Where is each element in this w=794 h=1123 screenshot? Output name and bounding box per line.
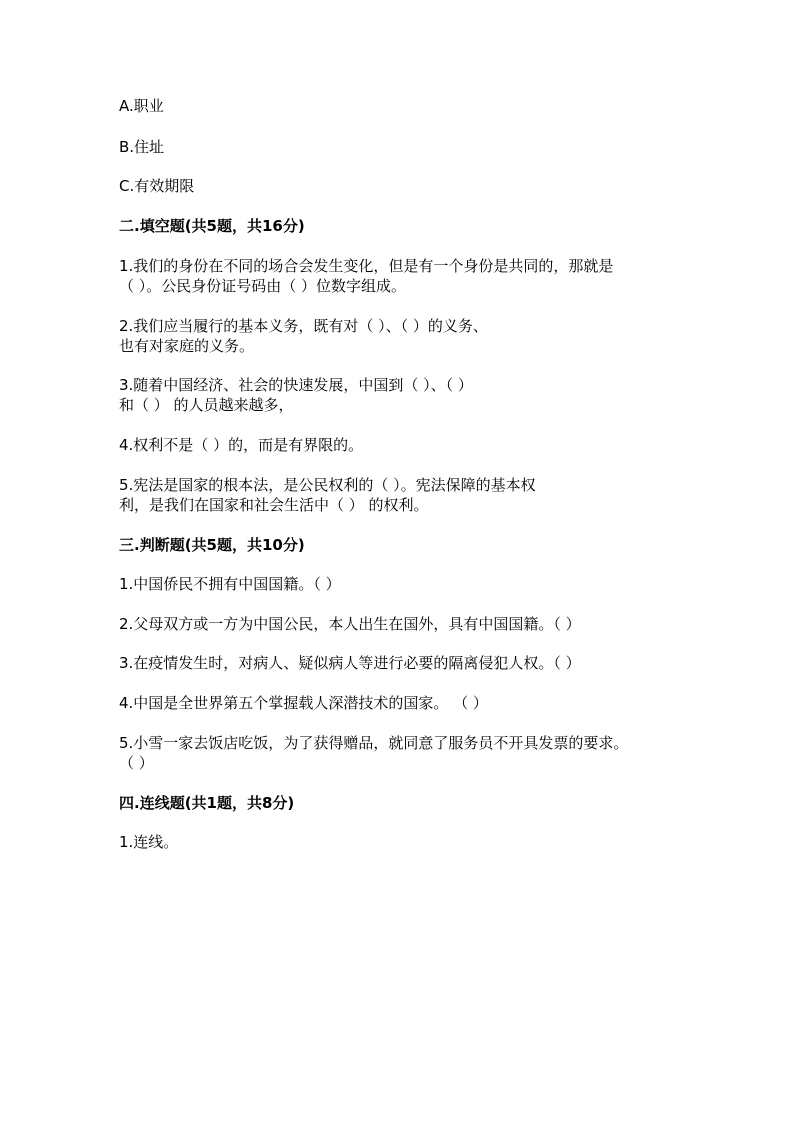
fill-section-heading: 二.填空题(共5题，共16分)	[119, 217, 305, 235]
fill-question-5-line-1: 5.宪法是国家的根本法，是公民权利的（ ）。宪法保障的基本权	[119, 476, 536, 494]
judge-question-1: 1.中国侨民不拥有中国国籍。（ ）	[119, 575, 341, 593]
fill-question-4: 4.权利不是（ ）的，而是有界限的。	[119, 436, 364, 454]
judge-question-5-line-2: （ ）	[119, 754, 154, 772]
fill-question-5-line-2: 利，是我们在国家和社会生活中（ ） 的权利。	[119, 496, 429, 514]
option-b: B.住址	[119, 138, 165, 156]
fill-question-2-line-1: 2.我们应当履行的基本义务，既有对（ ）、（ ）的义务、	[119, 317, 488, 335]
judge-question-2: 2.父母双方或一方为中国公民，本人出生在国外，具有中国国籍。（ ）	[119, 615, 581, 633]
fill-question-1-line-1: 1.我们的身份在不同的场合会发生变化，但是有一个身份是共同的，那就是	[119, 257, 614, 275]
option-a: A.职业	[119, 97, 164, 115]
fill-question-3-line-2: 和（ ） 的人员越来越多，	[119, 396, 294, 414]
judge-question-3: 3.在疫情发生时，对病人、疑似病人等进行必要的隔离侵犯人权。（ ）	[119, 654, 581, 672]
judge-question-4: 4.中国是全世界第五个掌握载人深潜技术的国家。 （ ）	[119, 694, 488, 712]
fill-question-3-line-1: 3.随着中国经济、社会的快速发展，中国到（ ）、（ ）	[119, 376, 473, 394]
match-section-heading: 四.连线题(共1题，共8分)	[119, 794, 295, 812]
judge-section-heading: 三.判断题(共5题，共10分)	[119, 536, 305, 554]
fill-question-2-line-2: 也有对家庭的义务。	[119, 337, 255, 355]
match-question-1: 1.连线。	[119, 833, 179, 851]
fill-question-1-line-2: （ ）。公民身份证号码由（ ）位数字组成。	[119, 277, 407, 295]
judge-question-5-line-1: 5.小雪一家去饭店吃饭，为了获得赠品，就同意了服务员不开具发票的要求。	[119, 734, 629, 752]
option-c: C.有效期限	[119, 177, 195, 195]
